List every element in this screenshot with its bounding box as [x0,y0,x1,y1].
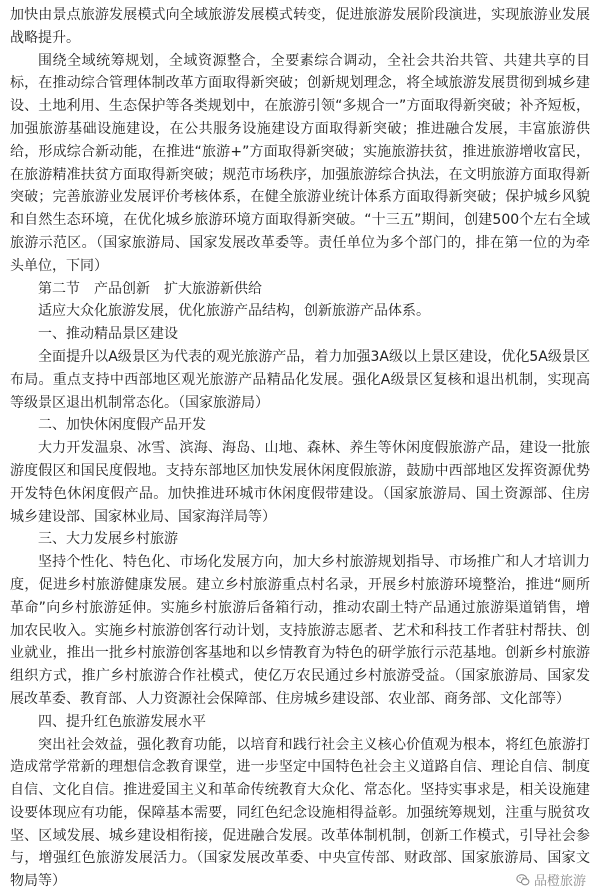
watermark-label: 品橙旅游 [533,874,586,889]
body-paragraph-global-tourism: 围绕全域统筹规划，全域资源整合，全要素综合调动，全社会共治共管、共建共享的目标，在推动综合管理体制改革方面取得新突破；创新规划理念，将全域旅游发展贯彻到城乡建设、土地利用、生态保护等各类规划中，在旅游引领“多规合一”方面取得新突破；补齐短板，加强旅游基础设施建设，在公共服务设施建设方面取得新突破；推进融合发展，丰富旅游供给，形成综合新动能，在推进“旅游+”方面取得新突破；实施旅游扶贫，推进旅游增收富民，在旅游精准扶贫方面取得新突破；规范市场秩序，加强旅游综合执法，在文明旅游方面取得新突破；完善旅游业发展评价考核体系，在健全旅游业统计体系方面取得新突破；保护城乡风貌和自然生态环境，在优化城乡旅游环境方面取得新突破。“十三五”期间，创建500个左右全域旅游示范区。（国家旅游局、国家发展改革委等。责任单位为多个部门的，排在第一位的为牵头单位，下同） [10,52,590,274]
body-paragraph-leisure-vacation: 大力开发温泉、冰雪、滨海、海岛、山地、森林、养生等休闲度假旅游产品，建设一批旅游度假区和国民度假地。支持东部地区加快发展休闲度假旅游，鼓励中西部地区发挥资源优势开发特色休闲度假产品。加快推进环城市休闲度假带建设。（国家旅游局、国土资源部、住房城乡建设部、国家林业局、国家海洋局等） [10,440,590,525]
body-paragraph-red-tourism: 突出社会效益，强化教育功能，以培育和践行社会主义核心价值观为根本，将红色旅游打造成常学常新的理想信念教育课堂，进一步坚定中国特色社会主义道路自信、理论自信、制度自信、文化自信。推进爱国主义和革命传统教育大众化、常态化。坚持实事求是，相关设施建设要体现应有功能，保障基本需要，同红色纪念设施相得益彰。加强统筹规划，注重与脱贫攻坚、区域发展、城乡建设相衔接，促进融合发展。改革体制机制，创新工作模式，引导社会参与，增强红色旅游发展活力。（国家发展改革委、中央宣传部、财政部、国家旅游局、国家文物局等） [10,736,590,890]
subheading-leisure-vacation: 二、加快休闲度假产品开发 [38,417,206,434]
subheading-red-tourism: 四、提升红色旅游发展水平 [38,713,206,730]
body-paragraph-product-system: 适应大众化旅游发展，优化旅游产品结构，创新旅游产品体系。 [38,303,430,320]
section-heading-product-innovation: 第二节 产品创新 扩大旅游新供给 [38,280,262,297]
intro-paragraph: 加快由景点旅游发展模式向全域旅游发展模式转变，促进旅游发展阶段演进，实现旅游业发展战略提升。 [10,7,590,46]
body-paragraph-scenic-areas: 全面提升以A级景区为代表的观光旅游产品，着力加强3A级以上景区建设，优化5A级景区布局。重点支持中西部地区观光旅游产品精品化发展。强化A级景区复核和退出机制，实现高等级景区退出机制常态化。（国家旅游局） [10,348,590,411]
subheading-rural-tourism: 三、大力发展乡村旅游 [38,531,178,548]
body-paragraph-rural-tourism: 坚持个性化、特色化、市场化发展方向，加大乡村旅游规划指导、市场推广和人才培训力度，促进乡村旅游健康发展。建立乡村旅游重点村名录，开展乡村旅游环境整治，推进“厕所革命”向乡村旅游延伸。实施乡村旅游后备箱行动，推动农副土特产品通过旅游渠道销售，增加农民收入。实施乡村旅游创客行动计划，支持旅游志愿者、艺术和科技工作者驻村帮扶、创业就业，推出一批乡村旅游创客基地和以乡情教育为特色的研学旅行示范基地。创新乡村旅游组织方式，推广乡村旅游合作社模式，使亿万农民通过乡村旅游受益。（国家旅游局、国家发展改革委、教育部、人力资源社会保障部、住房城乡建设部、农业部、商务部、文化部等） [10,554,590,707]
subheading-scenic-areas: 一、推动精品景区建设 [38,326,178,343]
source-watermark [514,870,588,889]
wechat-chat-icon [516,873,530,887]
